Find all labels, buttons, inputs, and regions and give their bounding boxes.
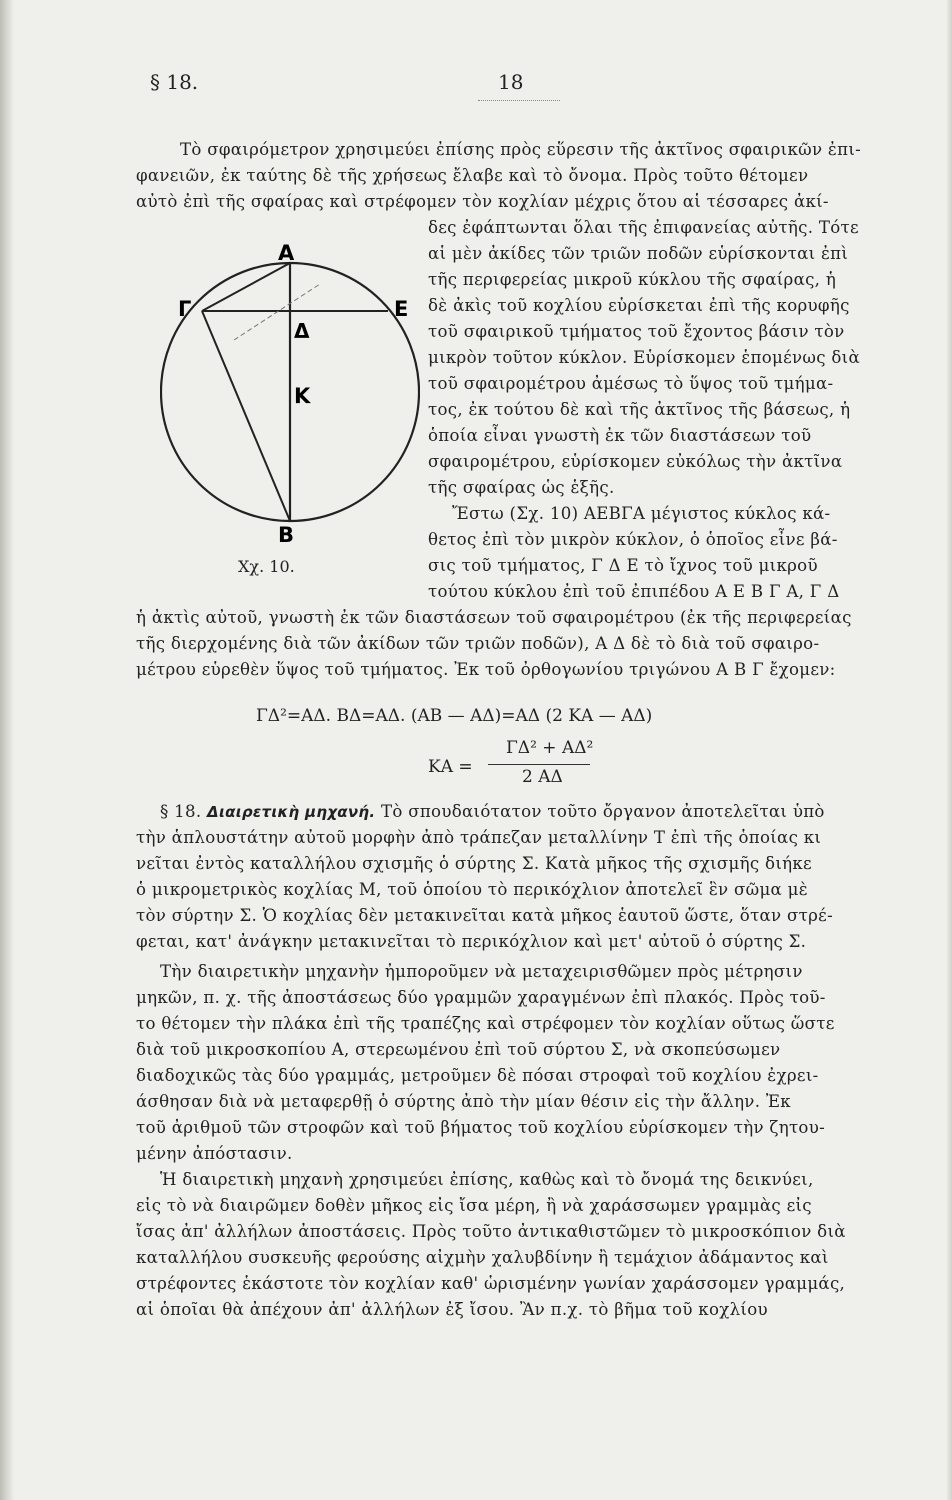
page-number: 18 <box>498 70 524 94</box>
label-D: Δ <box>294 319 310 343</box>
fraction-bar <box>488 764 590 765</box>
text-line: εἰς τὸ νὰ διαιρῶμεν δοθὲν μῆκος εἰς ἴσα μέρη, ἢ νὰ χαράσσωμεν γραμμὰς εἰς <box>136 1196 812 1215</box>
text-line: θετος ἐπὶ τὸν μικρὸν κύκλον, ὁ ὁποῖος εἶνε βά- <box>428 530 838 549</box>
text-line: αἱ μὲν ἀκίδες τῶν τριῶν ποδῶν εὑρίσκονται ἐπὶ <box>428 244 849 263</box>
text-line: τῆς σφαίρας ὡς ἑξῆς. <box>428 478 615 497</box>
formula-numerator: ΓΔ² + ΑΔ² <box>506 738 594 758</box>
text-line: το θέτομεν τὴν πλάκα ἐπὶ τῆς τραπέζης καὶ στρέφομεν τὸν κοχλίαν οὕτως ὥστε <box>136 1014 835 1033</box>
text-line: μηκῶν, π. χ. τῆς ἀποστάσεως δύο γραμμῶν χαραγμένων ἐπὶ πλακός. Πρὸς τοῦ- <box>136 988 826 1007</box>
text-line: σις τοῦ τμήματος, Γ Δ Ε τὸ ἴχνος τοῦ μικροῦ <box>428 556 818 575</box>
header-section: § 18. <box>150 70 199 94</box>
formula-line: ΓΔ²=ΑΔ. ΒΔ=ΑΔ. (ΑΒ — ΑΔ)=ΑΔ (2 ΚΑ — ΑΔ) <box>256 706 653 726</box>
figure-circle-diagram <box>160 240 420 560</box>
text-line: άσθησαν διὰ νὰ μεταφερθῇ ὁ σύρτης ἀπὸ τὴν μίαν θέσιν εἰς τὴν ἄλλην. Ἐκ <box>136 1092 791 1111</box>
text-line: διαδοχικῶς τὰς δύο γραμμάς, μετροῦμεν δὲ πόσαι στροφαὶ τοῦ κοχλίου ἐχρει- <box>136 1066 819 1085</box>
figure-svg <box>160 240 420 560</box>
line-GB <box>202 311 290 521</box>
section-heading-line <box>160 802 825 822</box>
text-line: ὁποία εἶναι γνωστὴ ἐκ τῶν διαστάσεων τοῦ <box>428 426 812 445</box>
text-line: διὰ τοῦ μικροσκοπίου Α, στερεωμένου ἐπὶ τοῦ σύρτου Σ, νὰ σκοπεύσωμεν <box>136 1040 781 1059</box>
section-number: § 18. <box>160 802 202 821</box>
label-G: Γ <box>178 297 192 321</box>
text-line: τούτου κύκλου ἐπὶ τοῦ ἐπιπέδου Α Ε Β Γ Α, Γ Δ <box>428 582 840 601</box>
label-K: Κ <box>294 384 311 408</box>
text-line: ὁ μικρομετρικὸς κοχλίας Μ, τοῦ ὁποίου τὸ περικόχλιον ἀποτελεῖ ἓν σῶμα μὲ <box>136 880 808 899</box>
formula-fraction-lhs: ΚΑ = <box>428 757 473 777</box>
header-rule <box>478 100 560 101</box>
text-line: τῆς περιφερείας μικροῦ κύκλου τῆς σφαίρας, ἡ <box>428 270 837 289</box>
text-line: Τὸ σφαιρόμετρον χρησιμεύει ἐπίσης πρὸς εὕρεσιν τῆς ἀκτῖνος σφαιρικῶν ἐπι- <box>180 140 862 159</box>
text-line: φεται, κατ' ἀνάγκην μετακινεῖται τὸ περικόχλιον καὶ μετ' αὐτοῦ ὁ σύρτης Σ. <box>136 932 807 951</box>
text-line: αἱ ὁποῖαι θὰ ἀπέχουν ἀπ' ἀλλήλων ἐξ ἴσου. Ἂν π.χ. τὸ βῆμα τοῦ κοχλίου <box>136 1300 768 1319</box>
text-line: τὴν ἁπλουστάτην αὐτοῦ μορφὴν ἀπὸ τράπεζαν μεταλλίνην Τ ἐπὶ τῆς ὁποίας κι <box>136 828 822 847</box>
text-line: Ἡ διαιρετικὴ μηχανὴ χρησιμεύει ἐπίσης, καθὼς καὶ τὸ ὄνομά της δεικνύει, <box>160 1170 814 1189</box>
page-edge-left <box>0 0 14 1500</box>
label-A: Α <box>278 241 295 265</box>
formula-denominator: 2 ΑΔ <box>522 767 563 787</box>
text-line: καταλλήλου συσκευῆς φερούσης αἰχμὴν χαλυβδίνην ἢ τεμάχιον ἀδάμαντος καὶ <box>136 1248 829 1267</box>
section-title: Διαιρετικὴ μηχανή. <box>207 803 376 821</box>
text-line: φανειῶν, ἐκ ταύτης δὲ τῆς χρήσεως ἔλαβε καὶ τὸ ὄνομα. Πρὸς τοῦτο θέτομεν <box>136 166 809 185</box>
text-line: ἴσας ἀπ' ἀλλήλων ἀποστάσεις. Πρὸς τοῦτο ἀντικαθιστῶμεν τὸ μικροσκόπιον διὰ <box>136 1222 846 1241</box>
text-line: δὲ ἀκὶς τοῦ κοχλίου εὑρίσκεται ἐπὶ τῆς κορυφῆς <box>428 296 850 315</box>
text-line: τοῦ σφαιρικοῦ τμήματος τοῦ ἔχοντος βάσιν τὸν <box>428 322 845 341</box>
text-line: μικρὸν τοῦτον κύκλον. Εὑρίσκομεν ἑπομένως διὰ <box>428 348 860 367</box>
text-line: τοῦ σφαιρομέτρου ἀμέσως τὸ ὕψος τοῦ τμήμα- <box>428 374 834 393</box>
text-line: τὸν σύρτην Σ. Ὁ κοχλίας δὲν μετακινεῖται κατὰ μῆκος ἑαυτοῦ ὥστε, ὅταν στρέ- <box>136 906 833 925</box>
text-line: τος, ἐκ τούτου δὲ καὶ τῆς ἀκτῖνος τῆς βάσεως, ἡ <box>428 400 851 419</box>
text-line: στρέφοντες ἑκάστοτε τὸν κοχλίαν καθ' ὡρισμένην γωνίαν χαράσσομεν γραμμάς, <box>136 1274 846 1293</box>
text-line: δες ἐφάπτωνται ὅλαι τῆς ἐπιφανείας αὐτῆς. Τότε <box>428 218 859 237</box>
text-line: τῆς διερχομένης διὰ τῶν ἀκίδων τῶν τριῶν ποδῶν), Α Δ δὲ τὸ διὰ τοῦ σφαιρο- <box>136 634 820 653</box>
text-line: Ἔστω (Σχ. 10) ΑΕΒΓΑ μέγιστος κύκλος κά- <box>452 504 831 523</box>
text-line: μέτρου εὑρεθὲν ὕψος τοῦ τμήματος. Ἐκ τοῦ ὀρθογωνίου τριγώνου Α Β Γ ἔχομεν: <box>136 660 836 679</box>
text-line: μένην ἀπόστασιν. <box>136 1144 293 1163</box>
text-line: τοῦ ἀριθμοῦ τῶν στροφῶν καὶ τοῦ βήματος τοῦ κοχλίου εὑρίσκομεν τὴν ζητου- <box>136 1118 826 1137</box>
page-edge-right <box>946 0 952 1500</box>
text-line: ἡ ἀκτὶς αὐτοῦ, γνωστὴ ἐκ τῶν διαστάσεων τοῦ σφαιρομέτρου (ἐκ τῆς περιφερείας <box>136 608 852 627</box>
text-line: Τὴν διαιρετικὴν μηχανὴν ἠμποροῦμεν νὰ μεταχειρισθῶμεν πρὸς μέτρησιν <box>160 962 803 981</box>
label-B: Β <box>278 523 295 547</box>
text-line: αὐτὸ ἐπὶ τῆς σφαίρας καὶ στρέφομεν τὸν κοχλίαν μέχρις ὅτου αἱ τέσσαρες ἀκί- <box>136 192 829 211</box>
text-line: νεῖται ἐντὸς καταλλήλου σχισμῆς ὁ σύρτης Σ. Κατὰ μῆκος τῆς σχισμῆς διήκε <box>136 854 812 873</box>
figure-caption: Χχ. 10. <box>238 557 295 576</box>
section-first-line: Τὸ σπουδαιότατον τοῦτο ὄργανον ἀποτελεῖται ὑπὸ <box>380 802 825 821</box>
text-line: σφαιρομέτρου, εὑρίσκομεν εὐκόλως τὴν ἀκτῖνα <box>428 452 843 471</box>
label-E: Ε <box>394 297 409 321</box>
